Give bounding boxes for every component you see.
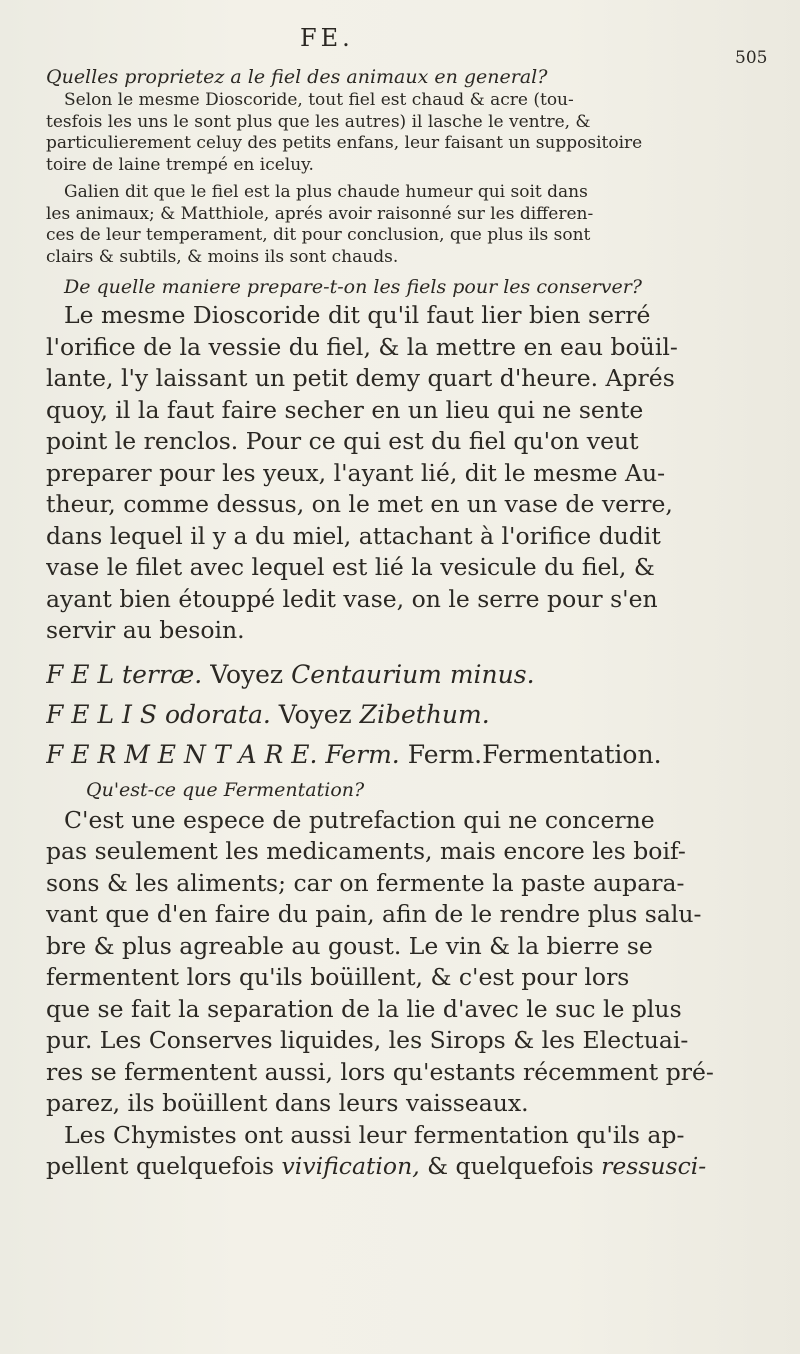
paragraph-dioscoride [46,90,770,176]
entry-term: F E L [46,659,115,689]
entry-see: Voyez [278,699,352,729]
text-line: Les Chymistes ont aussi leur fermentation qu'ils ap- [64,1120,685,1149]
text-line [46,1151,770,1183]
text-run-italic: ressusci- [601,1152,707,1180]
running-head: FE. [300,24,354,52]
text-line: servir au besoin. [46,616,245,644]
text-line: pas seulement les medicaments, mais encore les boif- [46,837,686,865]
text-line: preparer pour les yeux, l'ayant lié, dit le mesme Au- [46,458,666,487]
text-line: vant que d'en faire du pain, afin de le rendre plus salu- [46,900,702,928]
paragraph-galien [46,182,770,268]
entry-latin: odorata. [164,699,271,729]
text-line: particulierement celuy des petits enfans, leur faisant un suppositoire [46,133,643,153]
paragraph-chymistes [46,1120,770,1183]
text-line: Galien dit que le fiel est la plus chaude humeur qui soit dans [64,182,588,202]
entry-latin: terræ. [122,659,203,689]
text-line: res se fermentent aussi, lors qu'estants récemment pré- [46,1057,714,1086]
entry-term: F E L I S [46,699,157,729]
paragraph-preparation [46,300,770,647]
page-header [0,24,800,68]
section-heading-proprietez: Quelles proprietez a le fiel des animaux en general? [46,66,548,88]
text-line: tesfois les uns le sont plus que les autres) il lasche le ventre, & [46,111,591,132]
text-line: bre & plus agreable au goust. Le vin & la bierre se [46,931,653,960]
text-line: l'orifice de la vessie du fiel, & la mettre en eau boüil- [46,332,678,361]
text-line: C'est une espece de putrefaction qui ne concerne [64,805,655,834]
text-line: les animaux; & Matthiole, aprés avoir raisonné sur les differen- [46,203,594,224]
text-line: clairs & subtils, & moins ils sont chauds. [46,246,399,267]
text-run: & quelquefois [427,1152,594,1180]
entry-term: F E R M E N T A R E. [46,739,318,769]
text-line: pur. Les Conserves liquides, les Sirops & les Electuai- [46,1026,689,1054]
page-text [46,64,770,1183]
section-heading-fermentation: Qu'est-ce que Fermentation? [86,778,365,801]
text-line: vase le filet avec lequel est lié la vesicule du fiel, & [46,553,655,581]
text-line: point le renclos. Pour ce qui est du fiel qu'on veut [46,427,639,455]
text-line: dans lequel il y a du miel, attachant à l'orifice dudit [46,521,661,550]
entry-fel-terrae [46,655,770,695]
entry-see: Voyez [210,659,284,689]
text-line: Selon le mesme Dioscoride, tout fiel est chaud & acre (tou- [64,90,574,110]
text-line: Le mesme Dioscoride dit qu'il faut lier bien serré [64,301,651,329]
page-number: 505 [735,48,768,68]
text-line: theur, comme dessus, on le met en un vase de verre, [46,490,673,518]
text-line: parez, ils boüillent dans leurs vaisseaux. [46,1089,529,1117]
text-line: quoy, il la faut faire secher en un lieu qui ne sente [46,395,644,424]
paragraph-fermentation [46,805,770,1120]
entry-reference: Zibethum. [359,699,490,729]
text-run-italic: vivification, [281,1152,420,1180]
entry-fermentare [46,735,770,775]
entry-felis-odorata [46,695,770,735]
entry-reference: Centaurium minus. [291,659,535,689]
text-line: sons & les aliments; car on fermente la paste aupara- [46,868,685,897]
text-line: ces de leur temperament, dit pour conclusion, que plus ils sont [46,225,591,245]
section-heading-preparation: De quelle maniere prepare-t-on les fiels pour les conserver? [64,276,642,298]
text-line: que se fait la separation de la lie d'avec le suc le plus [46,994,682,1023]
text-line: lante, l'y laissant un petit demy quart d'heure. Aprés [46,364,675,392]
text-line: toire de laine trempé en iceluy. [46,154,314,175]
text-line: ayant bien étouppé ledit vase, on le serre pour s'en [46,584,658,613]
text-line: fermentent lors qu'ils boüillent, & c'est pour lors [46,963,630,991]
text-run: pellent quelquefois [46,1152,275,1180]
entry-abbreviation: Ferm. [325,739,400,769]
entry-definition: Ferm.Fermentation. [407,739,662,769]
